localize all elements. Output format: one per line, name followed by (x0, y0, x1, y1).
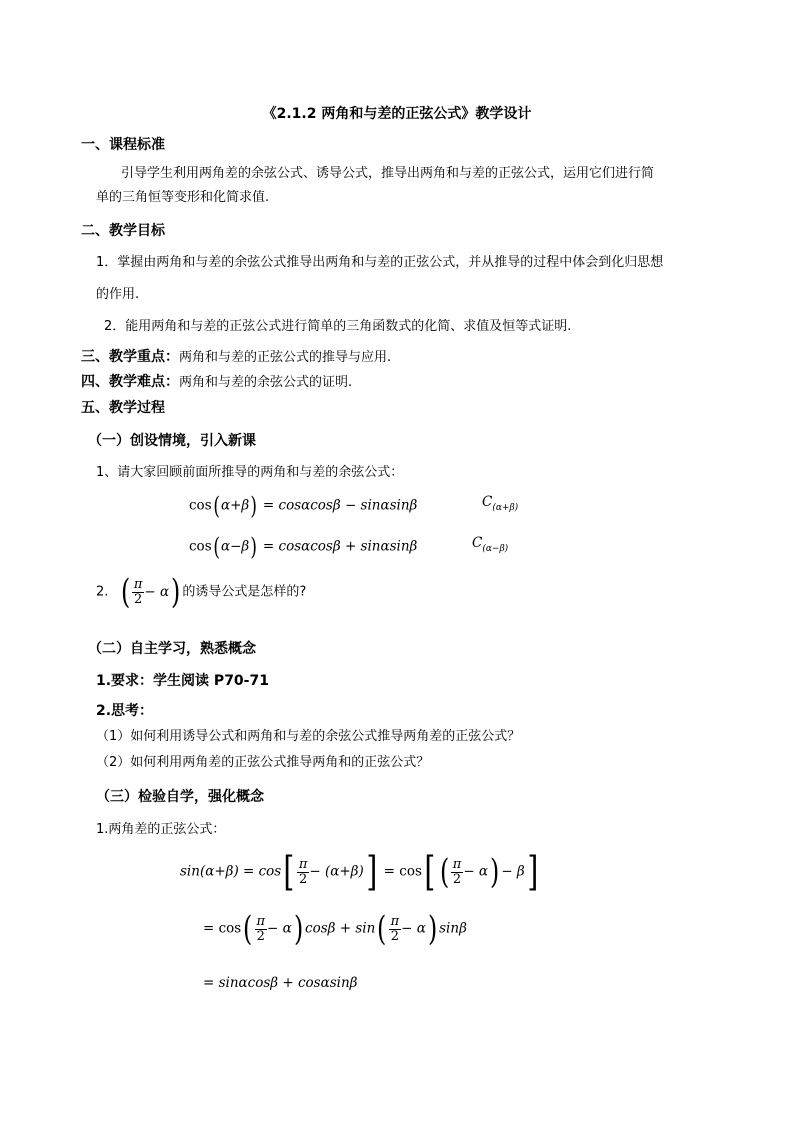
objective-2: 2．能用两角和与差的正弦公式进行简单的三角函数式的化简、求值及恒等式证明. (104, 319, 572, 334)
derivation-line-2: = cos( $\frac{\pi}{2}$ − α) cosβ + sin( $\frac{\pi}{2}$ − α) sinβ (203, 909, 467, 949)
section-1-text-line2: 单的三角恒等变形和化简求值. (96, 190, 270, 205)
subsection-3-heading: （三）检验自学，强化概念 (96, 789, 264, 805)
think-question-2: （2）如何利用两角差的正弦公式推导两角和的正弦公式？ (96, 755, 430, 770)
key-point-text: 两角和与差的正弦公式的推导与应用. (179, 350, 392, 365)
formula-cos-diff: cos(α−β) = cosαcosβ + sinαsinβ (189, 533, 418, 561)
objective-1-line1: 1．掌握由两角和与差的余弦公式推导出两角和与差的正弦公式，并从推导的过程中体会到化归思想 (96, 255, 664, 270)
key-point-label: 三、教学重点： (81, 349, 179, 365)
subsection-1-heading: （一）创设情境，引入新课 (88, 433, 256, 449)
key-point-line (81, 346, 391, 366)
section-1-text-line1: 引导学生利用两角差的余弦公式、诱导公式，推导出两角和与差的正弦公式，运用它们进行简 (121, 166, 655, 181)
difficulty-text: 两角和与差的余弦公式的证明. (179, 375, 353, 390)
derivation-line-1: sin(α+β) = cos[ $\frac{\pi}{2}$ − (α+β)] = cos[ ( $\frac{\pi}{2}$ − α) − β] (180, 849, 539, 895)
think-label: 2.思考： (96, 703, 154, 719)
section-1-heading: 一、课程标准 (81, 137, 165, 153)
subsection-2-heading: （二）自主学习，熟悉概念 (88, 641, 256, 657)
question-2: 2. ( $\frac{\pi}{2}$ − α) 的诱导公式是怎样的? (96, 572, 307, 612)
question-1: 1、请大家回顾前面所推导的两角和与差的余弦公式： (96, 465, 404, 480)
formula-cos-sum: cos(α+β) = cosαcosβ − sinαsinβ (189, 492, 418, 520)
difficulty-line (81, 371, 352, 391)
derivation-line-3: = sinαcosβ + cosαsinβ (203, 975, 358, 991)
document-title: 《2.1.2 两角和与差的正弦公式》教学设计 (262, 106, 532, 122)
objective-1-line2: 的作用. (96, 287, 140, 302)
reading-requirement: 1.要求：学生阅读 P70-71 (96, 673, 269, 689)
difficulty-label: 四、教学难点： (81, 374, 179, 390)
formula-cos-sum-label: $C_{(\alpha+\beta)}$ (482, 494, 519, 513)
formula-cos-diff-label: $C_{(\alpha-\beta)}$ (472, 535, 509, 554)
think-question-1: （1）如何利用诱导公式和两角和与差的余弦公式推导两角差的正弦公式？ (96, 729, 521, 744)
sine-diff-formula-label: 1.两角差的正弦公式： (96, 822, 226, 837)
section-5-heading: 五、教学过程 (81, 400, 165, 416)
section-2-heading: 二、教学目标 (81, 223, 165, 239)
